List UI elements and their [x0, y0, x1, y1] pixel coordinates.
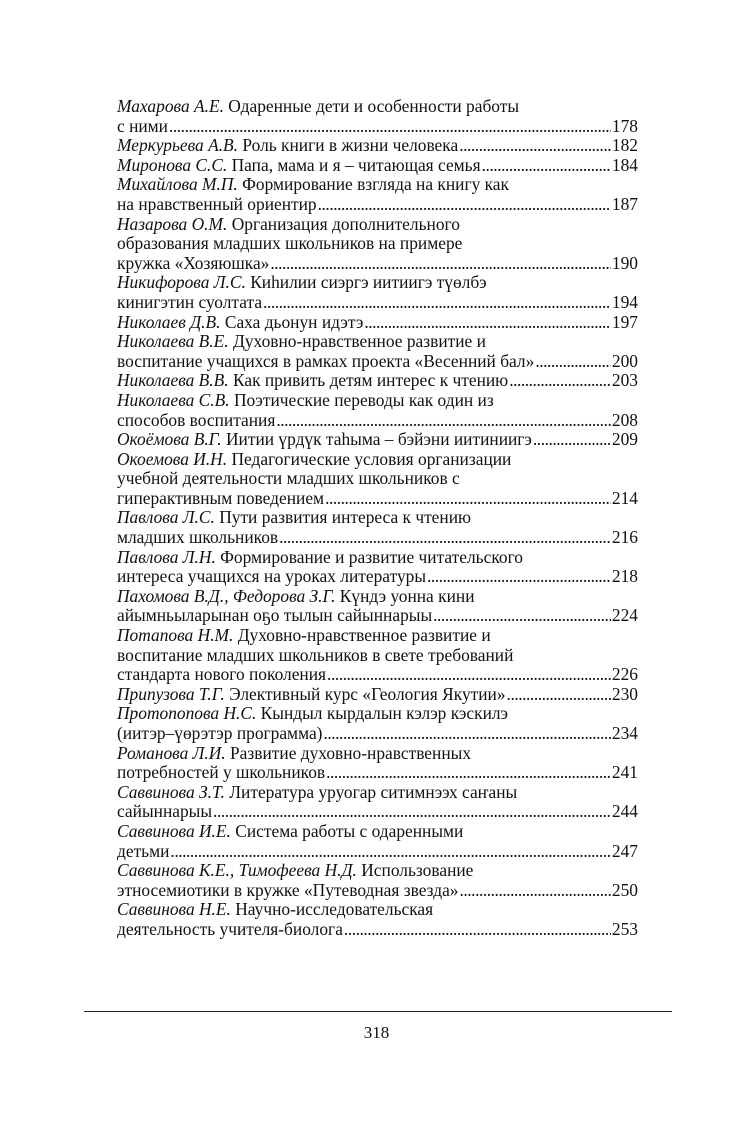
toc-line: [117, 900, 638, 920]
entry-title: Пути развития интереса к чтению: [219, 507, 472, 528]
entry-page-number: 182: [611, 135, 638, 156]
toc-line: [117, 724, 638, 744]
toc-line: [117, 646, 638, 666]
toc-line: [117, 802, 638, 822]
toc-line: [117, 842, 638, 862]
toc-line: [117, 783, 638, 803]
entry-title: кружка «Хозяюшка»: [117, 252, 270, 273]
toc-line: [117, 175, 638, 195]
entry-page-number: 194: [611, 291, 638, 312]
dot-leader: [427, 567, 611, 587]
toc-entry: [117, 136, 638, 156]
toc-line: [117, 136, 638, 156]
entry-page-number: 197: [611, 311, 638, 332]
dot-leader: [270, 254, 611, 274]
entry-title: этносемиотики в кружке «Путеводная звезда»: [117, 879, 459, 900]
entry-title: Иитии үрдүк таhыма – бэйэни иитиниигэ: [225, 429, 532, 450]
entry-author: Припузова Т.Г.: [117, 683, 225, 704]
entry-title: Организация дополнительного: [231, 213, 460, 234]
entry-author: Михайлова М.П.: [117, 174, 238, 195]
entry-title: Роль книги в жизни человека: [242, 135, 459, 156]
toc-line: [117, 822, 638, 842]
entry-title: Киhилии сиэргэ иитиигэ түөлбэ: [250, 272, 487, 293]
toc-line: [117, 626, 638, 646]
entry-title: стандарта нового поколения: [117, 664, 327, 685]
entry-author: Пахомова В.Д., Федорова З.Г.: [117, 585, 336, 606]
entry-title: с ними: [117, 115, 168, 136]
entry-page-number: 214: [611, 487, 638, 508]
entry-author: Саввинова З.Т.: [117, 781, 225, 802]
entry-author: Махарова А.Е.: [117, 96, 224, 116]
toc-line: [117, 215, 638, 235]
toc-entry: [117, 175, 638, 214]
dot-leader: [535, 352, 611, 372]
dot-leader: [533, 430, 611, 450]
entry-page-number: 200: [611, 350, 638, 371]
entry-title: деятельность учителя-биолога: [117, 918, 343, 939]
dot-leader: [263, 293, 611, 313]
dot-leader: [459, 881, 610, 901]
toc-entry: [117, 704, 638, 743]
toc-entry: [117, 273, 638, 312]
toc-entry: [117, 371, 638, 391]
entry-page-number: 253: [611, 918, 638, 939]
toc-entry: [117, 744, 638, 783]
entry-title: детьми: [117, 840, 170, 861]
toc-line: [117, 371, 638, 391]
entry-author: Окоемова И.Н.: [117, 448, 228, 469]
dot-leader: [325, 489, 611, 509]
entry-page-number: 209: [611, 429, 638, 450]
toc-entry: [117, 450, 638, 509]
toc-entry: [117, 430, 638, 450]
entry-author: Николаева С.В.: [117, 389, 230, 410]
entry-title: способов воспитания: [117, 409, 276, 430]
entry-title: Использование: [361, 860, 474, 881]
dot-leader: [327, 665, 611, 685]
entry-page-number: 247: [611, 840, 638, 861]
entry-title: Папа, мама и я – читающая семья: [231, 154, 481, 175]
entry-title: кинигэтин суолтата: [117, 291, 263, 312]
entry-page-number: 244: [611, 801, 638, 822]
entry-author: Николаева В.В.: [117, 370, 229, 391]
entry-author: Протопопова Н.С.: [117, 703, 257, 724]
table-of-contents: [117, 97, 638, 940]
footer-divider: [84, 1011, 672, 1012]
toc-line: [117, 254, 638, 274]
entry-title: Как привить детям интерес к чтению: [232, 370, 509, 391]
toc-line: [117, 352, 638, 372]
toc-entry: [117, 685, 638, 705]
toc-line: [117, 391, 638, 411]
dot-leader: [213, 802, 611, 822]
entry-title: Духовно-нравственное развитие и: [232, 331, 486, 352]
entry-title: младших школьников: [117, 527, 279, 548]
entry-title: Элективный курс «Геология Якутии»: [229, 683, 506, 704]
toc-entry: [117, 626, 638, 685]
entry-page-number: 218: [611, 566, 638, 587]
entry-title: айымньыларынан оҕо тылын сайыннарыы: [117, 605, 433, 626]
entry-title: Духовно-нравственное развитие и: [237, 625, 491, 646]
entry-author: Павлова Л.Н.: [117, 546, 216, 567]
entry-title: на нравственный ориентир: [117, 193, 317, 214]
toc-line: [117, 763, 638, 783]
entry-page-number: 187: [611, 193, 638, 214]
toc-entry: [117, 508, 638, 547]
toc-line: [117, 411, 638, 431]
page-number: 318: [363, 1023, 390, 1042]
entry-author: Николаева В.Е.: [117, 331, 229, 352]
entry-page-number: 184: [611, 154, 638, 175]
toc-entry: [117, 548, 638, 587]
dot-leader: [323, 724, 610, 744]
entry-title: гиперактивным поведением: [117, 487, 325, 508]
entry-author: Окоёмова В.Г.: [117, 429, 222, 450]
entry-title: Литература уруогар ситимнээх саҥаны: [229, 781, 518, 802]
toc-line: [117, 548, 638, 568]
toc-line: [117, 587, 638, 607]
entry-title: интереса учащихся на уроках литературы: [117, 566, 427, 587]
toc-entry: [117, 822, 638, 861]
entry-title: Одаренные дети и особенности работы: [228, 96, 520, 116]
entry-title: (иитэр–үөрэтэр программа): [117, 723, 323, 743]
entry-author: Миронова С.С.: [117, 154, 228, 175]
toc-entry: [117, 332, 638, 371]
toc-line: [117, 469, 638, 489]
entry-title: сайыннарыы: [117, 801, 213, 822]
toc-line: [117, 704, 638, 724]
dot-leader: [459, 136, 611, 156]
dot-leader: [326, 763, 611, 783]
dot-leader: [364, 313, 611, 333]
toc-entry: [117, 391, 638, 430]
toc-line: [117, 313, 638, 333]
entry-author: Романова Л.И.: [117, 742, 226, 763]
entry-title: Формирование и развитие читательского: [220, 546, 523, 567]
dot-leader: [433, 606, 611, 626]
dot-leader: [279, 528, 611, 548]
toc-entry: [117, 900, 638, 939]
toc-line: [117, 528, 638, 548]
entry-title: воспитание учащихся в рамках проекта «Весенний бал»: [117, 350, 535, 371]
entry-page-number: 226: [611, 664, 638, 685]
entry-title: учебной деятельности младших школьников с: [117, 468, 460, 489]
toc-line: [117, 273, 638, 293]
entry-page-number: 230: [611, 683, 638, 704]
entry-title: Саха дьонун идэтэ: [224, 311, 364, 332]
dot-leader: [170, 842, 610, 862]
dot-leader: [509, 371, 611, 391]
entry-author: Николаев Д.В.: [117, 311, 221, 332]
toc-line: [117, 332, 638, 352]
entry-title: образования младших школьников на примере: [117, 233, 463, 254]
toc-entry: [117, 97, 638, 136]
dot-leader: [507, 685, 611, 705]
toc-line: [117, 881, 638, 901]
entry-page-number: 216: [611, 527, 638, 548]
toc-entry: [117, 587, 638, 626]
entry-title: Развитие духовно-нравственных: [230, 742, 472, 763]
entry-title: Формирование взгляда на книгу как: [242, 174, 509, 195]
toc-line: [117, 489, 638, 509]
entry-author: Никифорова Л.С.: [117, 272, 246, 293]
toc-line: [117, 117, 638, 137]
entry-title: Поэтические переводы как один из: [233, 389, 494, 410]
dot-leader: [482, 156, 611, 176]
entry-page-number: 178: [611, 115, 638, 136]
entry-author: Меркурьева А.В.: [117, 135, 239, 156]
toc-line: [117, 234, 638, 254]
entry-page-number: 190: [611, 252, 638, 273]
entry-page-number: 224: [611, 605, 638, 626]
toc-entry: [117, 313, 638, 333]
toc-line: [117, 920, 638, 940]
toc-line: [117, 293, 638, 313]
entry-title: Кындыл кырдалын кэлэр кэскилэ: [260, 703, 509, 724]
entry-author: Саввинова К.Е., Тимофеева Н.Д.: [117, 860, 357, 881]
entry-page-number: 234: [611, 723, 638, 743]
toc-line: [117, 97, 638, 117]
toc-entry: [117, 215, 638, 274]
entry-page-number: 250: [611, 879, 638, 900]
dot-leader: [344, 920, 611, 940]
toc-line: [117, 665, 638, 685]
toc-line: [117, 606, 638, 626]
toc-line: [117, 567, 638, 587]
toc-line: [117, 430, 638, 450]
toc-line: [117, 195, 638, 215]
toc-line: [117, 685, 638, 705]
entry-title: Система работы с одаренными: [235, 820, 464, 841]
entry-author: Саввинова Н.Е.: [117, 899, 231, 920]
toc-line: [117, 508, 638, 528]
entry-title: Күндэ уонна кини: [339, 585, 475, 606]
entry-page-number: 208: [611, 409, 638, 430]
toc-line: [117, 861, 638, 881]
toc-entry: [117, 783, 638, 822]
entry-author: Саввинова И.Е.: [117, 820, 231, 841]
entry-title: Научно-исследовательская: [235, 899, 434, 920]
dot-leader: [276, 411, 611, 431]
entry-author: Потапова Н.М.: [117, 625, 234, 646]
entry-page-number: 203: [611, 370, 638, 391]
toc-line: [117, 450, 638, 470]
entry-title: потребностей у школьников: [117, 762, 326, 783]
toc-line: [117, 744, 638, 764]
entry-page-number: 241: [611, 762, 638, 783]
entry-author: Павлова Л.С.: [117, 507, 215, 528]
entry-title: воспитание младших школьников в свете требований: [117, 644, 514, 665]
dot-leader: [169, 117, 611, 137]
dot-leader: [318, 195, 611, 215]
toc-entry: [117, 861, 638, 900]
entry-author: Назарова О.М.: [117, 213, 228, 234]
entry-title: Педагогические условия организации: [231, 448, 512, 469]
toc-line: [117, 156, 638, 176]
toc-entry: [117, 156, 638, 176]
